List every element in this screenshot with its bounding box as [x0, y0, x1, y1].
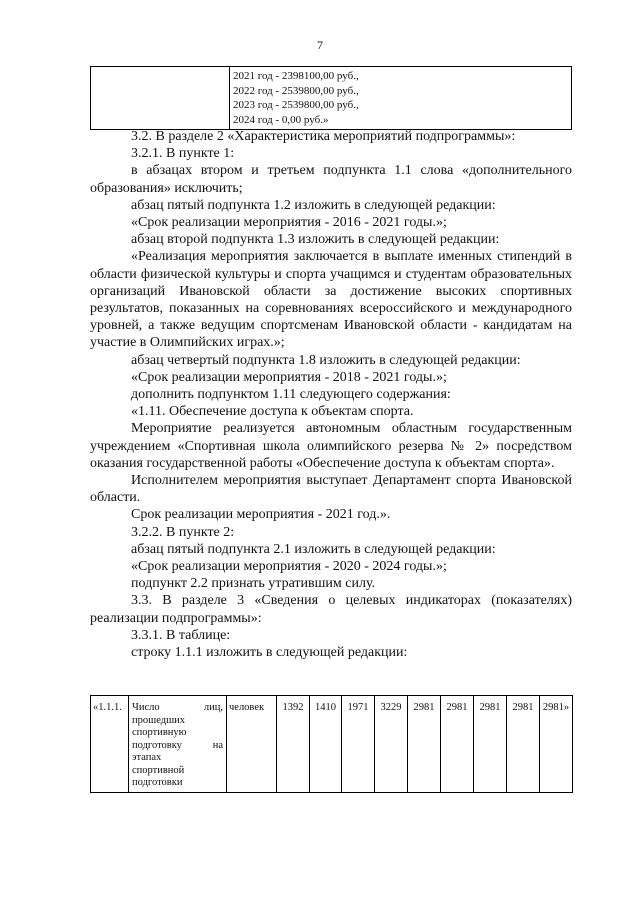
indicator-table	[90, 695, 573, 793]
value-cell: 2981	[474, 696, 507, 793]
name-line: этапах	[132, 752, 162, 763]
paragraph: 3.2.2. В пункте 2:	[131, 524, 235, 540]
paragraph: 3.3. В разделе 3 «Сведения о целевых индикаторах (показателях) реализации подпрограммы»:	[90, 593, 572, 626]
funding-row: 2021 год - 2398100,00 руб.,	[233, 70, 359, 82]
funding-row: 2023 год - 2539800,00 руб.,	[233, 99, 359, 111]
funding-row: 2022 год - 2539800,00 руб.,	[233, 84, 359, 97]
value-cell: 2981	[441, 696, 474, 793]
name-word: на	[212, 739, 223, 751]
name-word: подготовку	[132, 739, 182, 751]
funding-table-empty-cell	[91, 67, 230, 130]
row-code-cell: «1.1.1.	[91, 696, 129, 793]
paragraph: абзац второй подпункта 1.3 изложить в следующей редакции:	[131, 232, 500, 248]
name-line: спортивную	[132, 727, 187, 738]
paragraph: 3.2.1. В пункте 1:	[131, 146, 235, 162]
paragraph: в абзацах втором и третьем подпункта 1.1 слова «дополнительного образования» исключить;	[90, 163, 572, 196]
paragraph: Исполнителем мероприятия выступает Департамент спорта Ивановской области.	[90, 473, 572, 506]
row-unit-cell: человек	[227, 696, 277, 793]
name-line: подготовки	[132, 777, 183, 788]
paragraph: абзац четвертый подпункта 1.8 изложить в следующей редакции:	[131, 352, 521, 368]
table-row	[91, 696, 573, 793]
paragraph: подпункт 2.2 признать утратившим силу.	[131, 576, 376, 592]
funding-row: 2024 год - 0,00 руб.»	[233, 113, 329, 126]
paragraph: строку 1.1.1 изложить в следующей редакции:	[131, 645, 408, 661]
value-cell: 3229	[375, 696, 408, 793]
funding-table-values-cell	[230, 67, 572, 130]
name-line: прошедших	[132, 714, 186, 726]
value-cell: 2981»	[540, 696, 573, 793]
paragraph: Срок реализации мероприятия - 2021 год.».	[131, 507, 391, 523]
row-name-cell	[129, 696, 227, 793]
name-line: спортивной	[132, 764, 185, 776]
value-cell: 1410	[310, 696, 342, 793]
document-body	[90, 128, 572, 661]
name-word: лиц,	[203, 702, 223, 713]
paragraph: абзац пятый подпункта 2.1 изложить в следующей редакции:	[131, 541, 496, 557]
paragraph: дополнить подпунктом 1.11 следующего содержания:	[131, 387, 451, 403]
paragraph: «Реализация мероприятия заключается в выплате именных стипендий в области физической культуры и спорта учащимся и студентам образовательных организаций Ивановской области за достижение высоких спортивных результатов, показанных на соревнованиях всероссийского и международного уровней, а также ведущим спортсменам Ивановской области - кандидатам на участие в Олимпийских играх.»;	[90, 249, 572, 351]
funding-table	[90, 66, 572, 130]
paragraph: 3.2. В разделе 2 «Характеристика мероприятий подпрограммы»:	[131, 129, 516, 144]
paragraph: «Срок реализации мероприятия - 2020 - 2024 годы.»;	[131, 559, 447, 575]
paragraph: «1.11. Обеспечение доступа к объектам спорта.	[131, 404, 414, 420]
paragraph: «Срок реализации мероприятия - 2016 - 2021 годы.»;	[131, 215, 447, 231]
value-cell: 1971	[342, 696, 375, 793]
paragraph: «Срок реализации мероприятия - 2018 - 2021 годы.»;	[131, 369, 447, 385]
paragraph: абзац пятый подпункта 1.2 изложить в следующей редакции:	[131, 197, 496, 213]
name-word: Число	[132, 702, 160, 713]
page-number: 7	[317, 38, 323, 52]
value-cell: 1392	[277, 696, 310, 793]
value-cell: 2981	[507, 696, 540, 793]
paragraph: Мероприятие реализуется автономным областным государственным учреждением «Спортивная школа олимпийского резерва № 2» посредством оказания государственной работы «Обеспечение доступа к объектам спорта».	[90, 421, 572, 471]
paragraph: 3.3.1. В таблице:	[131, 627, 231, 643]
value-cell: 2981	[408, 696, 441, 793]
